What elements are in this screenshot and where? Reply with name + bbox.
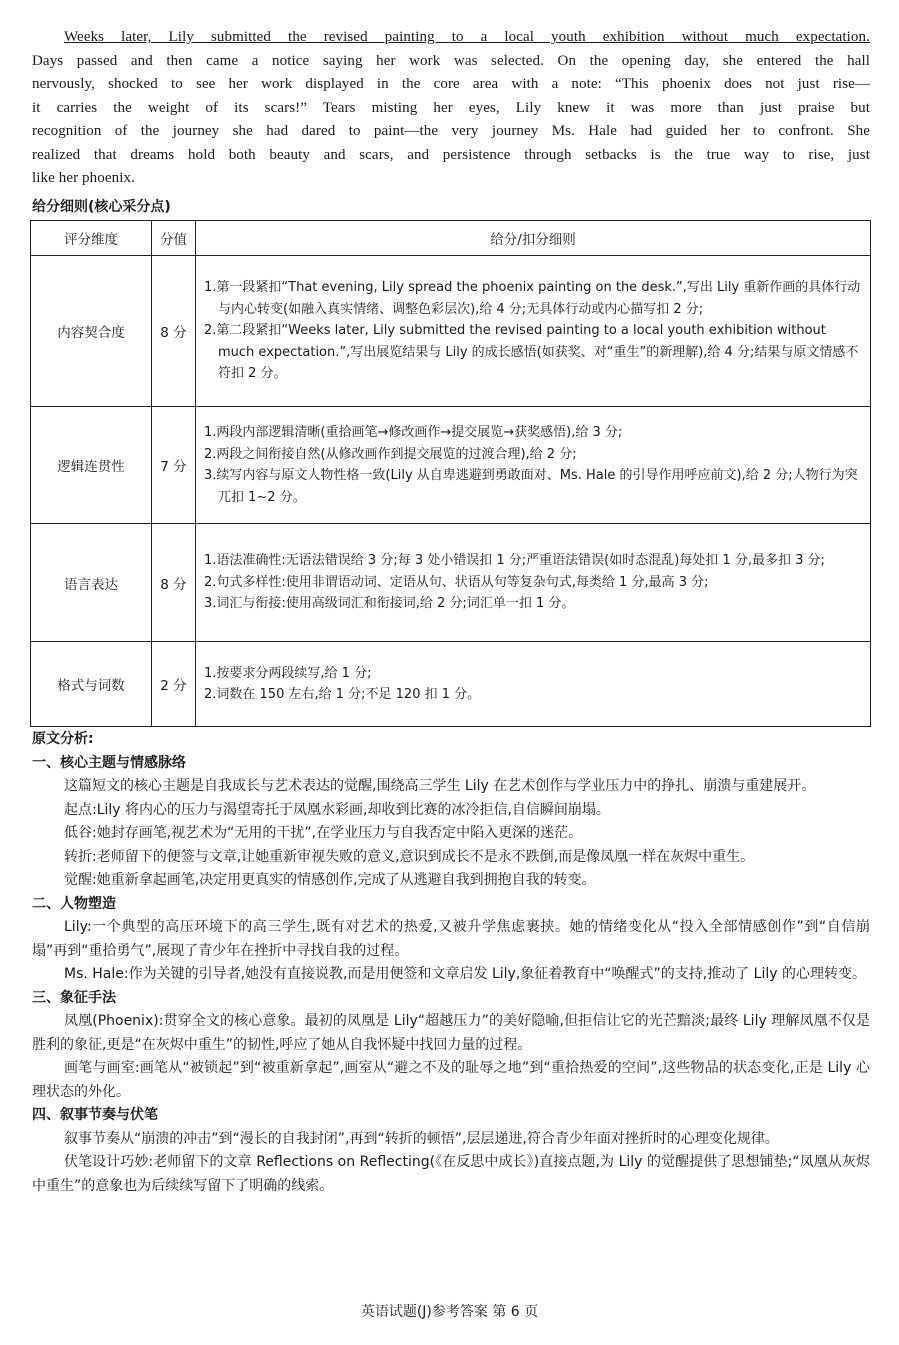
analysis-paragraph: 这篇短文的核心主题是自我成长与艺术表达的觉醒,围绕高三学生 Lily 在艺术创作与学业压力中的挣扎、崩溃与重建展开。 bbox=[64, 778, 816, 794]
section-heading: 一、核心主题与情感脉络 bbox=[32, 754, 186, 771]
row-dimension: 逻辑连贯性 bbox=[31, 407, 152, 524]
row-detail bbox=[196, 256, 871, 407]
row-score: 8 分 bbox=[152, 256, 196, 407]
analysis-paragraph: Lily:一个典型的高压环境下的高三学生,既有对艺术的热爱,又被升学焦虑裹挟。她的情绪变化从“投入全部情感创作”到“自信崩塌”再到“重拾勇气”,展现了青少年在挫折中寻找自我的过程。 bbox=[32, 919, 870, 959]
section-heading: 三、象征手法 bbox=[32, 989, 116, 1006]
analysis-paragraph: 觉醒:她重新拿起画笔,决定用更真实的情感创作,完成了从逃避自我到拥抱自我的转变。 bbox=[64, 872, 596, 888]
story-line: like her phoenix. bbox=[32, 170, 135, 186]
detail-item: 2.句式多样性:使用非谓语动词、定语从句、状语从句等复杂句式,每类给 1 分,最高 3 分; bbox=[204, 574, 709, 590]
story-line: Days passed and then came a notice saying her work was selected. On the opening day, she entered the hall bbox=[32, 52, 870, 69]
analysis-paragraph: 转折:老师留下的便签与文章,让她重新审视失败的意义,意识到成长不是永不跌倒,而是像凤凰一样在灰烬中重生。 bbox=[64, 848, 755, 865]
row-score: 7 分 bbox=[152, 407, 196, 524]
analysis-title: 原文分析: bbox=[32, 731, 94, 747]
table-row bbox=[31, 407, 871, 524]
section-heading: 二、人物塑造 bbox=[32, 895, 116, 912]
analysis-paragraph: 凤凰(Phoenix):贯穿全文的核心意象。最初的凤凰是 Lily“超越压力”的美好隐喻,但拒信让它的光芒黯淡;最终 Lily 理解凤凰不仅是胜利的象征,更是“在灰烬中重生”的韧性,呼应了她从自我怀疑中找回力量的过程。 bbox=[32, 1013, 870, 1053]
detail-item: 1.语法准确性:无语法错误给 3 分;每 3 处小错误扣 1 分;严重语法错误(如时态混乱)每处扣 1 分,最多扣 3 分; bbox=[204, 553, 825, 569]
table-header-row bbox=[31, 221, 871, 256]
rubric-title: 给分细则(核心采分点) bbox=[32, 199, 171, 215]
analysis-paragraph: 起点:Lily 将内心的压力与渴望寄托于凤凰水彩画,却收到比赛的冰冷拒信,自信瞬间崩塌。 bbox=[64, 801, 610, 818]
detail-item: 2.第二段紧扣“Weeks later, Lily submitted the revised painting to a local youth exhibition without much expectation.”,写出展览结果与 Lily 的成长感悟(如获奖、对“重生”的新理解),给 4 分;结果与原文情感不符扣 2 分。 bbox=[204, 323, 859, 382]
table-row bbox=[31, 524, 871, 642]
row-dimension: 内容契合度 bbox=[31, 256, 152, 407]
detail-item: 2.词数在 150 左右,给 1 分;不足 120 扣 1 分。 bbox=[204, 687, 481, 702]
table-row bbox=[31, 256, 871, 407]
row-score: 2 分 bbox=[152, 642, 196, 727]
story-line: it carries the weight of its scars!” Tears misting her eyes, Lily knew it was more than just praise but bbox=[32, 99, 870, 116]
analysis-paragraph: 画笔与画室:画笔从“被锁起”到“被重新拿起”,画室从“避之不及的耻辱之地”到“重拾热爱的空间”,这些物品的状态变化,正是 Lily 心理状态的外化。 bbox=[32, 1060, 870, 1100]
table-row bbox=[31, 642, 871, 727]
row-detail bbox=[196, 642, 871, 727]
row-dimension: 语言表达 bbox=[31, 524, 152, 642]
header-dimension: 评分维度 bbox=[31, 221, 152, 256]
detail-item: 1.第一段紧扣“That evening, Lily spread the phoenix painting on the desk.”,写出 Lily 重新作画的具体行动与内心转变(如融入真实情绪、调整色彩层次),给 4 分;无具体行动或内心描写扣 2 分; bbox=[204, 280, 861, 317]
row-detail bbox=[196, 407, 871, 524]
row-dimension: 格式与词数 bbox=[31, 642, 152, 727]
story-line: nervously, shocked to see her work displayed in the core area with a note: “This phoenix does not just rise— bbox=[32, 76, 870, 92]
story-line: recognition of the journey she had dared to paint—the very journey Ms. Hale had guided her to confront. She bbox=[32, 123, 870, 139]
story-line: realized that dreams hold both beauty and scars, and persistence through setbacks is the true way to rise, just bbox=[32, 146, 870, 163]
analysis-paragraph: 叙事节奏从“崩溃的冲击”到“漫长的自我封闭”,再到“转折的顿悟”,层层递进,符合青少年面对挫折时的心理变化规律。 bbox=[64, 1130, 779, 1147]
analysis-paragraph: 低谷:她封存画笔,视艺术为“无用的干扰”,在学业压力与自我否定中陷入更深的迷茫。 bbox=[64, 825, 583, 841]
analysis-paragraph: 伏笔设计巧妙:老师留下的文章 Reflections on Reflecting(《在反思中成长》)直接点题,为 Lily 的觉醒提供了思想铺垫;“凤凰从灰烬中重生”的意象也为后续续写留下了明确的线索。 bbox=[32, 1154, 870, 1194]
detail-item: 1.两段内部逻辑清晰(重拾画笔→修改画作→提交展览→获奖感悟),给 3 分; bbox=[204, 425, 623, 440]
story-line bbox=[32, 26, 870, 50]
scoring-rubric-table bbox=[30, 220, 871, 727]
row-detail bbox=[196, 524, 871, 642]
header-detail: 给分/扣分细则 bbox=[196, 221, 871, 256]
detail-item: 3.续写内容与原文人物性格一致(Lily 从自卑逃避到勇敢面对、Ms. Hale 的引导作用呼应前文),给 2 分;人物行为突兀扣 1~2 分。 bbox=[204, 468, 858, 505]
section-heading: 四、叙事节奏与伏笔 bbox=[32, 1107, 158, 1123]
continuation-story bbox=[32, 26, 870, 191]
detail-item: 1.按要求分两段续写,给 1 分; bbox=[204, 665, 372, 681]
analysis-paragraph: Ms. Hale:作为关键的引导者,她没有直接说教,而是用便签和文章启发 Lily,象征着教育中“唤醒式”的支持,推动了 Lily 的心理转变。 bbox=[64, 966, 866, 982]
detail-item: 3.词汇与衔接:使用高级词汇和衔接词,给 2 分;词汇单一扣 1 分。 bbox=[204, 596, 575, 612]
header-score: 分值 bbox=[152, 221, 196, 256]
row-score: 8 分 bbox=[152, 524, 196, 642]
story-first-sentence: Weeks later, Lily submitted the revised painting to a local youth exhibition without much expectation. bbox=[64, 29, 870, 45]
detail-item: 2.两段之间衔接自然(从修改画作到提交展览的过渡合理),给 2 分; bbox=[204, 446, 577, 462]
original-text-analysis bbox=[32, 728, 870, 1198]
page-footer: 英语试题(J)参考答案 第 6 页 bbox=[360, 1304, 539, 1320]
